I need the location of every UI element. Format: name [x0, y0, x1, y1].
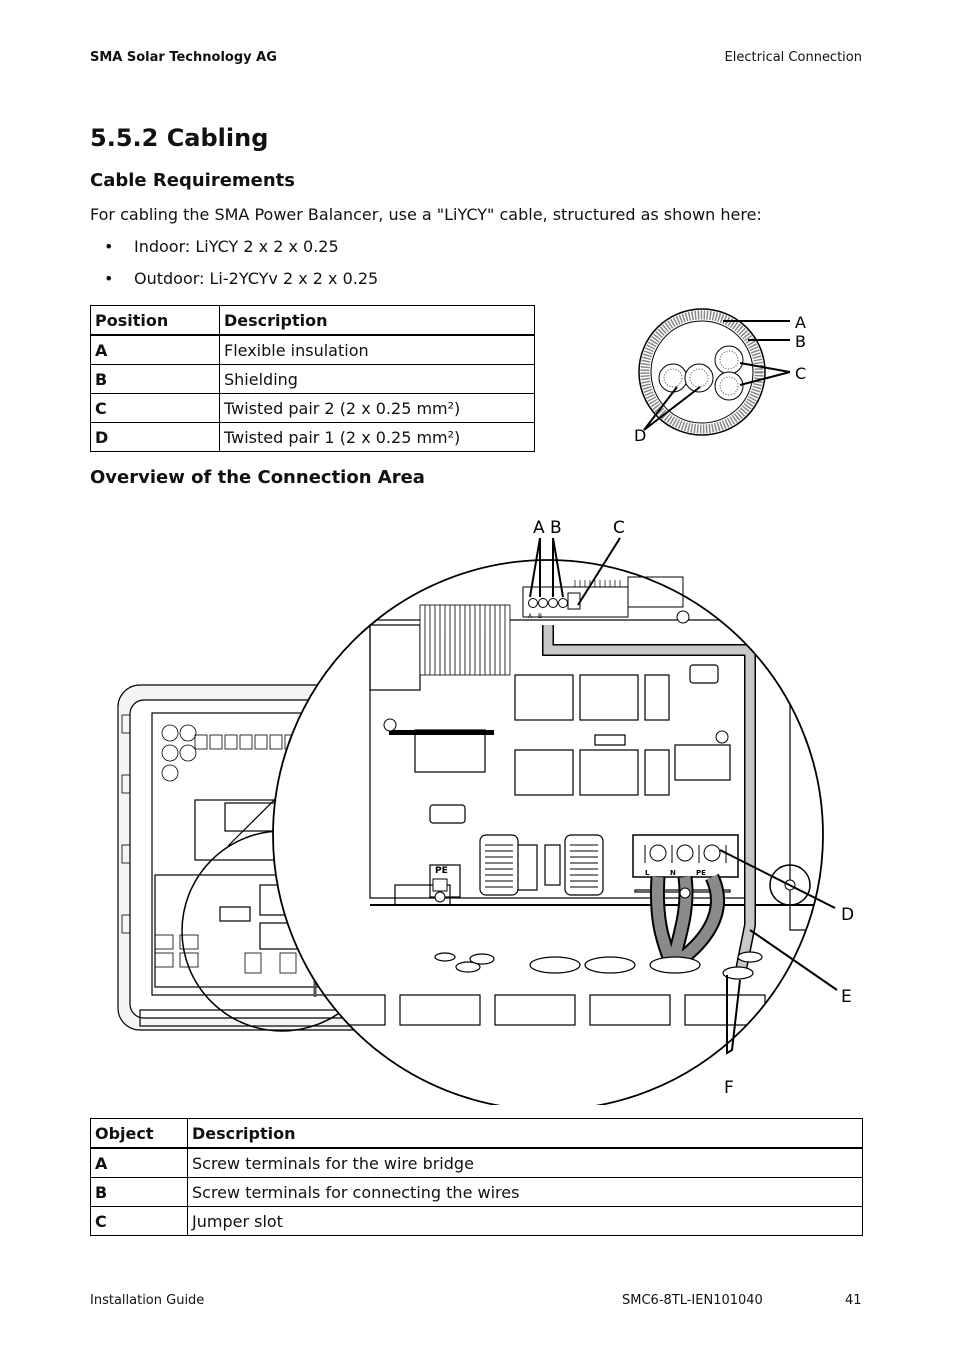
wire-c1: [715, 346, 743, 374]
table-row: [91, 335, 535, 365]
label-l: L: [645, 869, 650, 877]
object-desc: Screw terminals for connecting the wires: [188, 1178, 863, 1207]
position-desc: Shielding: [220, 365, 535, 394]
column-header: Position: [91, 306, 220, 336]
label-d: D: [634, 426, 647, 445]
label-b: B: [550, 518, 562, 538]
header-company: SMA Solar Technology AG: [90, 50, 277, 65]
position-key: A: [91, 335, 220, 365]
column-header: Object: [91, 1119, 188, 1149]
label-f: F: [724, 1078, 734, 1098]
position-desc: Twisted pair 1 (2 x 0.25 mm²): [220, 423, 535, 452]
bullet-dot: •: [104, 237, 114, 256]
label-pe-terminal: PE: [696, 869, 706, 877]
wire-c2: [715, 372, 743, 400]
label-n: N: [670, 869, 676, 877]
section-title: 5.5.2 Cabling: [90, 124, 269, 152]
label-a: A: [533, 518, 545, 538]
header-chapter: Electrical Connection: [724, 50, 862, 65]
table-row: [91, 365, 535, 394]
label-c: C: [795, 364, 807, 383]
wire-d1: [659, 364, 687, 392]
object-desc: Jumper slot: [188, 1207, 863, 1236]
label-a: A: [795, 313, 806, 332]
object-key: B: [91, 1178, 188, 1207]
bullet-indoor: [104, 237, 339, 256]
footer-page-number: 41: [845, 1293, 862, 1308]
column-header: Description: [220, 306, 535, 336]
connection-area-figure: [100, 505, 880, 1105]
table-row: [91, 1207, 863, 1236]
label-pe: PE: [435, 866, 448, 876]
object-table: [90, 1118, 863, 1236]
footer-doc-type: Installation Guide: [90, 1293, 205, 1308]
cable-cross-section-figure: [620, 305, 820, 450]
position-key: C: [91, 394, 220, 423]
object-desc: Screw terminals for the wire bridge: [188, 1148, 863, 1178]
object-key: A: [91, 1148, 188, 1178]
mini-label-a: A: [528, 613, 533, 620]
label-e: E: [841, 987, 852, 1007]
table-header-row: [91, 1119, 863, 1149]
column-header: Description: [188, 1119, 863, 1149]
mini-label-b: B: [538, 613, 543, 620]
object-key: C: [91, 1207, 188, 1236]
position-table: [90, 305, 535, 452]
table-header-row: [91, 306, 535, 336]
label-d: D: [841, 905, 855, 925]
table-row: [91, 394, 535, 423]
table-row: [91, 423, 535, 452]
table-row: [91, 1148, 863, 1178]
position-desc: Twisted pair 2 (2 x 0.25 mm²): [220, 394, 535, 423]
table-row: [91, 1178, 863, 1207]
bullet-text: Indoor: LiYCY 2 x 2 x 0.25: [134, 237, 339, 256]
position-key: D: [91, 423, 220, 452]
overview-heading: Overview of the Connection Area: [90, 467, 425, 488]
position-desc: Flexible insulation: [220, 335, 535, 365]
cable-requirements-intro: For cabling the SMA Power Balancer, use a "LiYCY" cable, structured as shown here:: [90, 205, 762, 224]
bullet-text: Outdoor: Li-2YCYv 2 x 2 x 0.25: [134, 269, 379, 288]
footer-doc-id: SMC6-8TL-IEN101040: [622, 1293, 763, 1308]
label-c: C: [613, 518, 625, 538]
bullet-outdoor: [104, 269, 378, 288]
bullet-dot: •: [104, 269, 114, 288]
position-key: B: [91, 365, 220, 394]
cable-requirements-heading: Cable Requirements: [90, 170, 296, 191]
label-b: B: [795, 332, 806, 351]
